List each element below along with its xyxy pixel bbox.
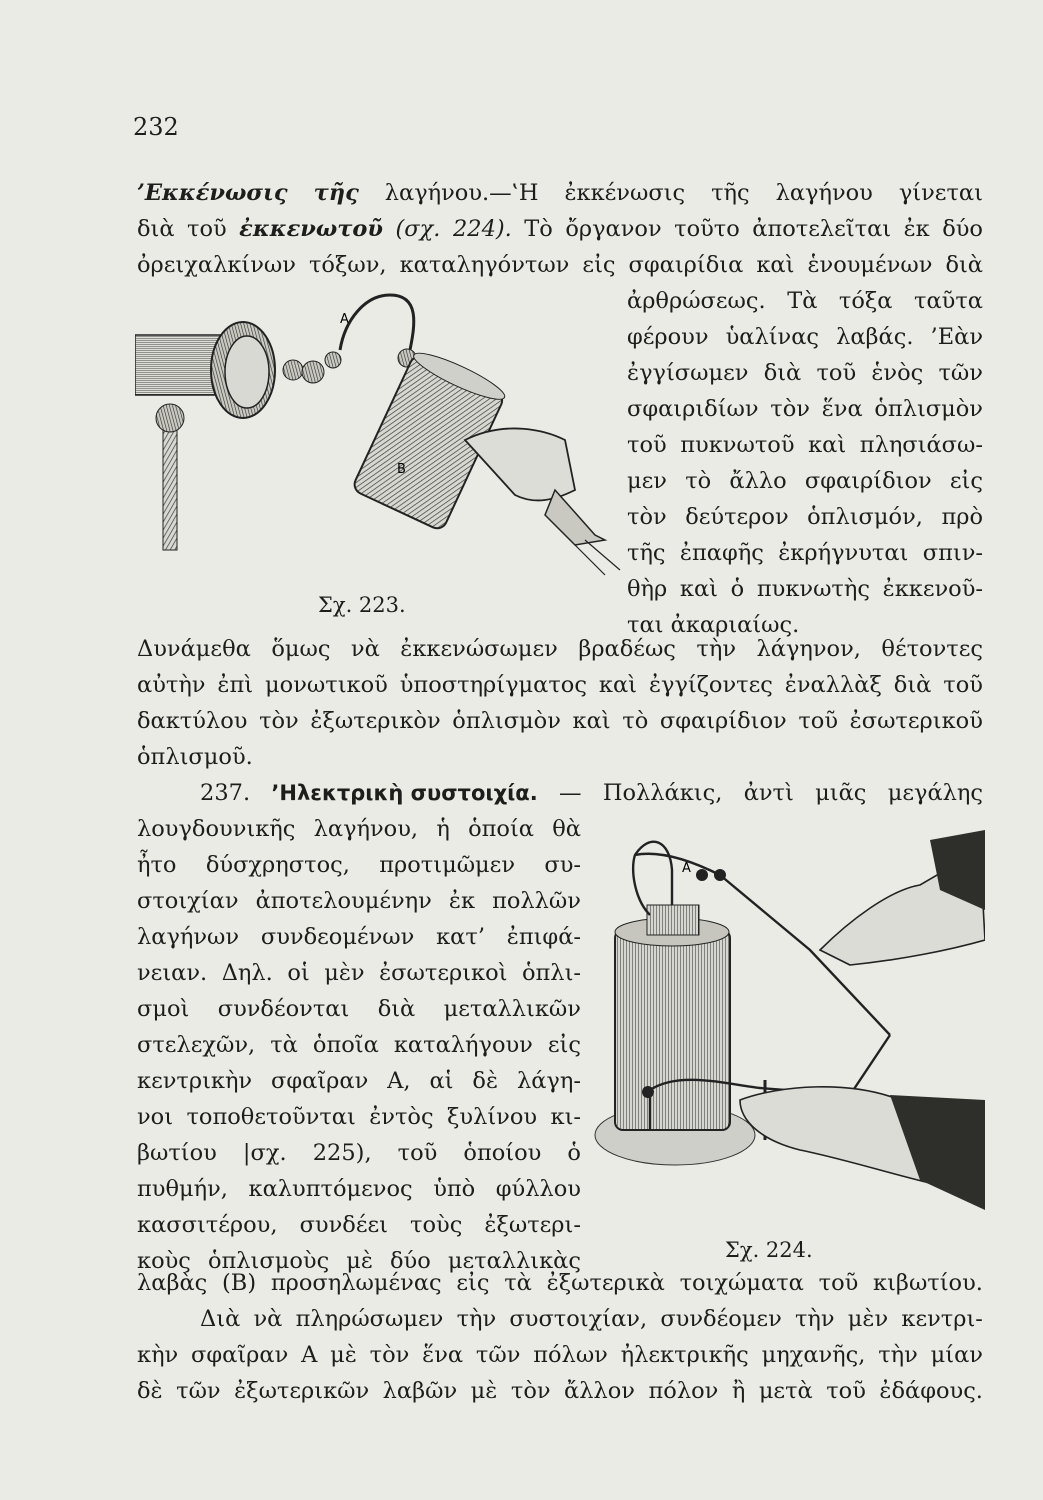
word: λαγήνων (137, 924, 240, 950)
word: ξυλίνου (447, 1104, 538, 1130)
word: ὁποῖα (312, 1032, 379, 1058)
word: πλησιάσω- (859, 432, 983, 458)
word: μονωτικοῦ (265, 672, 388, 698)
word: ἐκκένωσις (564, 180, 686, 206)
text-line (137, 248, 983, 282)
word: ἑνουμένων (807, 252, 933, 278)
word: τὰ (504, 1270, 532, 1296)
word: ἐσωτερικοὶ (379, 960, 508, 986)
word: κεντρι- (901, 1306, 983, 1332)
word: θέτοντες (881, 636, 983, 662)
word: πόλον (648, 1378, 719, 1404)
word: ἐξωτερικὰ (546, 1270, 665, 1296)
text-line (137, 1028, 581, 1062)
text-line (627, 320, 983, 354)
word: συνδέονται (217, 996, 350, 1022)
word: ’Εὰν (930, 324, 983, 350)
word: λαβὰς (137, 1270, 208, 1296)
text-line (627, 536, 983, 570)
word: κιβωτίου. (873, 1270, 983, 1296)
word: εἰς (949, 468, 983, 494)
word: Α (301, 1342, 318, 1368)
text-line (137, 1266, 983, 1300)
word: τοῦ (397, 1140, 438, 1166)
text-line (137, 848, 581, 882)
word: λουγδουνικῆς (137, 816, 296, 842)
word: πυκνωτοῦ (680, 432, 795, 458)
word: ὄργανον (565, 216, 662, 242)
text-line (137, 884, 581, 918)
word: σφαῖραν (191, 1342, 289, 1368)
word: ὁπλι- (521, 960, 581, 986)
word: ὁ (730, 576, 745, 602)
text-line (137, 992, 581, 1026)
word: ὀρειχαλκίνων (137, 252, 296, 278)
word: ὅμως (271, 636, 331, 662)
word: θὴρ (627, 576, 668, 602)
word: σφαῖραν (271, 1068, 369, 1094)
word: τὰ (270, 1032, 298, 1058)
word: ἐκ (448, 888, 476, 914)
word: τῶν (176, 1378, 221, 1404)
word: |σχ. (242, 1140, 287, 1166)
word: ἐντὸς (369, 1104, 434, 1130)
text-line (137, 632, 983, 666)
word: τὸν (369, 1342, 410, 1368)
word: μεγάλης (887, 780, 983, 806)
text-line (137, 1374, 983, 1408)
word: κοὺς (137, 1248, 191, 1274)
section-number: 237. (200, 780, 251, 806)
text-line (137, 1172, 581, 1206)
word: δύο (942, 216, 983, 242)
word: τῶν (475, 1342, 521, 1368)
word: (Β) (222, 1270, 257, 1296)
word: εἰς (582, 252, 616, 278)
word: τοιχώματα (679, 1270, 804, 1296)
figure-224-caption: Σχ. 224. (725, 1238, 813, 1262)
text-line (137, 740, 983, 774)
word: τῆς (627, 540, 666, 566)
word: νειαν. (137, 960, 208, 986)
word: καὶ (808, 432, 847, 458)
word: πρὸ (941, 504, 983, 530)
word: ἐξωτερικὸν (310, 708, 441, 734)
word: διὰ (893, 672, 932, 698)
word: ἐπαφῆς (679, 540, 764, 566)
figure-223-illustration (135, 290, 635, 600)
text-line (627, 356, 983, 390)
word: σμοὶ (137, 996, 190, 1022)
word: ἐκρήγνυται (778, 540, 909, 566)
text-line (137, 1208, 581, 1242)
word: ται (627, 612, 664, 638)
word: τὴν (696, 636, 736, 662)
word: λαγήνου.—‛Η (384, 180, 539, 206)
word: ἐπὶ (217, 672, 254, 698)
word: καὶ (756, 252, 795, 278)
word: πληρώσωμεν (295, 1306, 444, 1332)
word: συστοιχίαν, (509, 1306, 648, 1332)
word: ἄλλο (729, 468, 787, 494)
word: τὸν (259, 708, 299, 734)
word: δακτύλου (137, 708, 248, 734)
word: ἐκκενωτοῦ (239, 216, 384, 242)
word: δύσχρηστος, (205, 852, 350, 878)
word: τῶν (938, 360, 983, 386)
word: ταῦτα (914, 288, 983, 314)
word: Α, (387, 1068, 411, 1094)
word: ἕνα (821, 396, 863, 422)
word: μὲν (847, 1306, 889, 1332)
text-line (627, 392, 983, 426)
word: πυθμήν, (137, 1176, 228, 1202)
word: ἑνὸς (871, 360, 924, 386)
word: στελεχῶν, (137, 1032, 256, 1058)
word: ἢ (731, 1378, 746, 1404)
word: εἰς (547, 1032, 581, 1058)
word: 225), (312, 1140, 372, 1166)
word: νὰ (350, 636, 380, 662)
word: ὑπὸ (433, 1176, 476, 1202)
word: ὁποία (468, 816, 534, 842)
word: τοῦ (627, 432, 667, 458)
text-line (137, 812, 581, 846)
word: (σχ. (395, 216, 441, 242)
word: ἀντὶ (743, 780, 794, 806)
word: μηχανῆς, (761, 1342, 866, 1368)
word: τὸν (627, 504, 667, 530)
word: ἀρθρώσεως. (627, 288, 766, 314)
word: λαβάς. (836, 324, 914, 350)
word: οἱ (287, 960, 310, 986)
text-line (137, 704, 983, 738)
word: προσηλωμένας (270, 1270, 442, 1296)
word: μὲ (330, 1342, 357, 1368)
word: δὲ (137, 1378, 163, 1404)
text-line (137, 920, 581, 954)
word: ἀκαριαίως. (670, 612, 800, 638)
text-line (200, 1302, 983, 1336)
word: συνδέει (299, 1212, 388, 1238)
word: τὸ (685, 468, 712, 494)
word: πόλων (533, 1342, 608, 1368)
text-line (137, 1100, 581, 1134)
heading-word: τῆς (313, 180, 359, 206)
word: διὰ (763, 360, 802, 386)
word: ἠλεκτρικῆς (620, 1342, 749, 1368)
text-line (137, 1136, 581, 1170)
word: συνδέομεν (660, 1306, 782, 1332)
word: διὰ (377, 996, 416, 1022)
word: ἐξωτερικῶν (234, 1378, 370, 1404)
word: τοῦ (818, 1270, 859, 1296)
word: 224). (452, 216, 512, 242)
label-a: A (340, 312, 349, 327)
word: τοὺς (410, 1212, 463, 1238)
word: τοῦ (187, 216, 227, 242)
word: βραδέως (578, 636, 676, 662)
word: ὁπλισμόν, (807, 504, 923, 530)
word: τοῦ (798, 708, 839, 734)
word: ἡ (436, 816, 450, 842)
word: λαγήνου, (313, 816, 419, 842)
word: φέρουν (627, 324, 709, 350)
word: μὲ (470, 1378, 498, 1404)
word: αὐτὴν (137, 672, 206, 698)
word: διὰ (945, 252, 983, 278)
word: τόξα (838, 288, 893, 314)
section-237-heading-line (200, 776, 983, 810)
word: βωτίου (137, 1140, 217, 1166)
word: ἐκ (903, 216, 930, 242)
word: γίνεται (898, 180, 983, 206)
text-line (137, 212, 983, 246)
word: καταληγόντων (399, 252, 570, 278)
section-heading: ’Ηλεκτρικὴ συστοιχία. (271, 781, 538, 805)
word: τοῦ (826, 1378, 866, 1404)
word: ἐδάφους. (879, 1378, 983, 1404)
text-line (137, 956, 581, 990)
word: καταλήγουν (393, 1032, 533, 1058)
word: κεντρικὴν (137, 1068, 253, 1094)
word: ὁπλισμοὺς (207, 1248, 330, 1274)
word: ἐσωτερικοῦ (849, 708, 983, 734)
heading-word: ’Εκκένωσις (137, 180, 288, 206)
word: Πολλάκις, (602, 780, 723, 806)
word: Τὸ (524, 216, 553, 242)
figure-223-caption: Σχ. 223. (318, 593, 406, 617)
word: ἐξωτερι- (484, 1212, 581, 1238)
word: λάγηνον, (756, 636, 861, 662)
word: ἐναλλὰξ (784, 672, 882, 698)
word: τὸν (770, 396, 810, 422)
word: Τὰ (787, 288, 818, 314)
word: εἰς (456, 1270, 490, 1296)
word: λάγη- (516, 1068, 581, 1094)
text-line (627, 464, 983, 498)
word: Δηλ. (221, 960, 273, 986)
word: συ- (544, 852, 581, 878)
word: ἄλλον (564, 1378, 635, 1404)
text-line (137, 176, 983, 210)
word: προτιμῶμεν (379, 852, 515, 878)
word: τὴν (878, 1342, 918, 1368)
word: θὰ (552, 816, 581, 842)
word: — (559, 780, 582, 806)
word: διὰ (137, 216, 175, 242)
word: ἐγγίζοντες (648, 672, 773, 698)
word: ὁ (567, 1140, 581, 1166)
word: τὸ (622, 708, 649, 734)
word: στοιχίαν (137, 888, 239, 914)
word: ἐκκενοῦ- (882, 576, 983, 602)
word: ὁπλισμὸν (874, 396, 983, 422)
word: ὁπλισμοῦ. (137, 744, 253, 770)
word: Διὰ (200, 1306, 241, 1332)
word: σπιν- (922, 540, 983, 566)
word: δὲ (472, 1068, 499, 1094)
word: λαβῶν (382, 1378, 458, 1404)
word: σφαιρίδια (628, 252, 744, 278)
word: τοῦ (816, 360, 857, 386)
word: φύλλου (495, 1176, 581, 1202)
figure-224-illustration (590, 830, 985, 1250)
word: τὴν (794, 1306, 835, 1332)
word: μὲν (324, 960, 365, 986)
word: τόξων, (308, 252, 387, 278)
word: τῆς (711, 180, 750, 206)
word: αἱ (429, 1068, 454, 1094)
word: μεταλλικῶν (443, 996, 581, 1022)
word: τοῦτο (674, 216, 740, 242)
word: καὶ (598, 672, 637, 698)
label-a: A (682, 861, 691, 876)
word: καὶ (572, 708, 611, 734)
word: μὲ (346, 1248, 373, 1274)
word: κι- (550, 1104, 581, 1130)
word: μεταλλικὰς (447, 1248, 581, 1274)
word: ὁπλισμὸν (452, 708, 561, 734)
word: νὰ (253, 1306, 283, 1332)
word: τὴν (456, 1306, 497, 1332)
word: Δυνάμεθα (137, 636, 251, 662)
word: ὑποστηρίγματος (399, 672, 587, 698)
word: ἦτο (137, 852, 177, 878)
word: δεύτερον (685, 504, 789, 530)
word: ἐκκενώσωμεν (400, 636, 558, 662)
text-line (627, 500, 983, 534)
word: ἐγγίσωμεν (627, 360, 749, 386)
text-line (137, 1064, 581, 1098)
word: ὁποίου (463, 1140, 542, 1166)
word: τοποθετοῦνται (186, 1104, 356, 1130)
word: ἕνα (422, 1342, 464, 1368)
word: τὸν (510, 1378, 551, 1404)
word: μεν (627, 468, 667, 494)
text-line (627, 284, 983, 318)
word: νοι (137, 1104, 174, 1130)
word: ἀποτελεῖται (752, 216, 892, 242)
word: κατ’ (436, 924, 485, 950)
word: μιᾶς (815, 780, 867, 806)
word: μετὰ (758, 1378, 813, 1404)
word: ὑαλίνας (725, 324, 820, 350)
word: πολλῶν (492, 888, 581, 914)
word: κασσιτέρου, (137, 1212, 278, 1238)
text-line (137, 668, 983, 702)
text-line (137, 1338, 983, 1372)
text-line (627, 428, 983, 462)
word: τοῦ (943, 672, 983, 698)
word: καλυπτόμενος (248, 1176, 413, 1202)
word: συνδεομένων (260, 924, 415, 950)
word: δύο (390, 1248, 431, 1274)
word: σφαιριδίων (627, 396, 759, 422)
word: σφαιρίδιον (804, 468, 932, 494)
word: ἐπιφά- (506, 924, 581, 950)
word: κὴν (137, 1342, 179, 1368)
word: σφαιρίδιον (659, 708, 787, 734)
text-line (627, 572, 983, 606)
word: πυκνωτὴς (756, 576, 870, 602)
word: ἀποτελουμένην (255, 888, 432, 914)
word: λαγήνου (775, 180, 873, 206)
word: καὶ (679, 576, 719, 602)
page-number: 232 (133, 113, 179, 141)
label-b: B (397, 462, 406, 477)
word: μίαν (930, 1342, 983, 1368)
